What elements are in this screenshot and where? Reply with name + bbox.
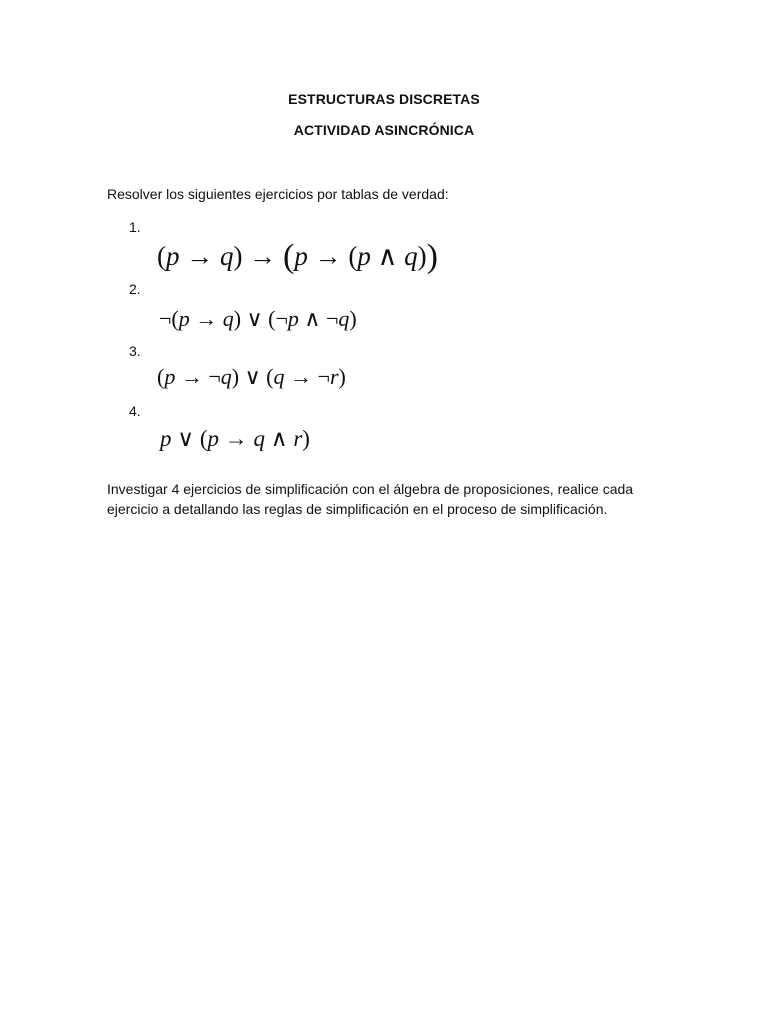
exercise-formula-1: (p → q) → (p → (p ∧ q))	[157, 238, 438, 275]
exercise-formula-2: ¬(p → q) ∨ (¬p ∧ ¬q)	[159, 306, 357, 331]
research-paragraph	[107, 479, 667, 519]
document-title: ESTRUCTURAS DISCRETAS	[288, 91, 480, 107]
exercise-number-3: 3.	[129, 343, 141, 359]
instruction-text: Resolver los siguientes ejercicios por tablas de verdad:	[107, 186, 449, 202]
paragraph-line-2: ejercicio a detallando las reglas de simplificación en el proceso de simplificación.	[107, 501, 608, 517]
exercise-number-1: 1.	[129, 219, 141, 235]
exercise-number-4: 4.	[129, 403, 141, 419]
exercise-number-2: 2.	[129, 281, 141, 297]
exercise-formula-4: p ∨ (p → q ∧ r)	[160, 426, 310, 451]
paragraph-line-1: Investigar 4 ejercicios de simplificación con el álgebra de proposiciones, realice cada	[107, 481, 634, 497]
exercise-formula-3: (p → ¬q) ∨ (q → ¬r)	[157, 364, 346, 389]
document-subtitle: ACTIVIDAD ASINCRÓNICA	[293, 122, 475, 138]
